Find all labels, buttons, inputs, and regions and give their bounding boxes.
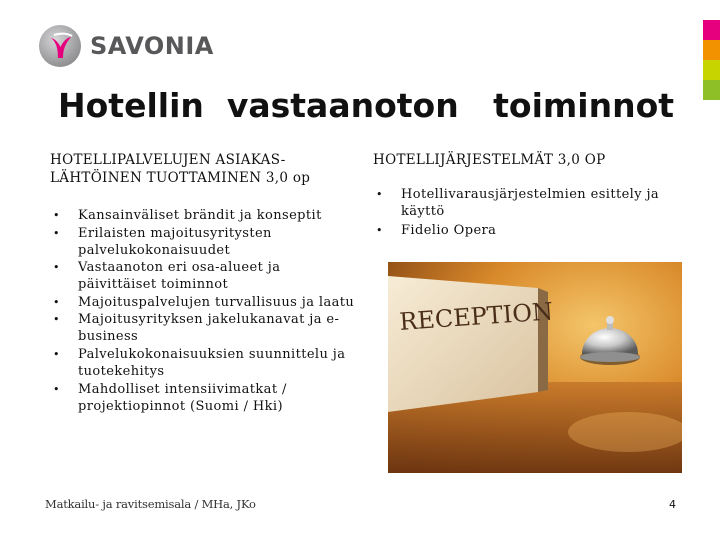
bullet-icon: • <box>53 295 60 309</box>
right-column <box>373 151 693 241</box>
list-item <box>50 294 360 311</box>
list-item-text: Palvelukokonaisuuksien suunnittelu ja tuotekehitys <box>78 346 346 379</box>
bullet-icon: • <box>53 261 60 275</box>
bullet-icon: • <box>53 313 60 327</box>
page-number: 4 <box>669 498 676 511</box>
list-item-text: Mahdolliset intensiivimatkat / projektiopinnot (Suomi / Hki) <box>78 381 287 414</box>
reception-sign-text: RECEPTION <box>398 297 554 336</box>
list-item-text: Majoituspalvelujen turvallisuus ja laatu <box>78 294 355 310</box>
bullet-icon: • <box>53 347 60 361</box>
list-item-text: Vastaanoton eri osa-alueet ja päivittäiset toiminnot <box>78 260 281 293</box>
bullet-icon: • <box>53 382 60 396</box>
list-item <box>50 225 360 259</box>
bullet-icon: • <box>376 188 383 201</box>
footer-text: Matkailu- ja ravitsemisala / MHa, JKo <box>45 497 256 511</box>
left-bullet-list <box>50 207 360 415</box>
savonia-logo-icon <box>38 24 82 68</box>
list-item-text: Hotellivarausjärjestelmien esittely ja käyttö <box>401 187 660 219</box>
strip-white <box>703 0 720 20</box>
brand-name: SAVONIA <box>90 32 214 60</box>
strip-magenta <box>703 20 720 40</box>
reception-photo <box>388 262 682 473</box>
strip-lime <box>703 60 720 80</box>
list-item <box>373 186 693 220</box>
list-item-text: Fidelio Opera <box>401 223 497 238</box>
list-item <box>50 381 360 415</box>
list-item <box>50 259 360 293</box>
strip-orange <box>703 40 720 60</box>
brand-color-strip <box>703 0 720 100</box>
reception-desk-image <box>388 262 682 473</box>
list-item <box>373 222 693 239</box>
list-item-text: Erilaisten majoitusyritysten palvelukokonaisuudet <box>78 225 272 258</box>
list-item <box>50 311 360 345</box>
bullet-icon: • <box>376 224 383 237</box>
right-bullet-list <box>373 186 693 239</box>
bullet-icon: • <box>53 209 60 222</box>
list-item <box>50 346 360 380</box>
right-heading: HOTELLIJÄRJESTELMÄT 3,0 OP <box>373 152 606 168</box>
left-column <box>50 151 360 415</box>
list-item-text: Majoitusyrityksen jakelukanavat ja e-business <box>78 312 340 345</box>
list-item-text: Kansainväliset brändit ja konseptit <box>78 208 322 223</box>
bullet-icon: • <box>53 226 60 240</box>
left-heading: HOTELLIPALVELUJEN ASIAKAS- LÄHTÖINEN TUOTTAMINEN 3,0 op <box>50 152 311 186</box>
page-title: Hotellin vastaanoton toiminnot <box>58 86 675 125</box>
strip-green <box>703 80 720 100</box>
list-item <box>50 207 360 224</box>
savonia-logo <box>38 24 214 68</box>
